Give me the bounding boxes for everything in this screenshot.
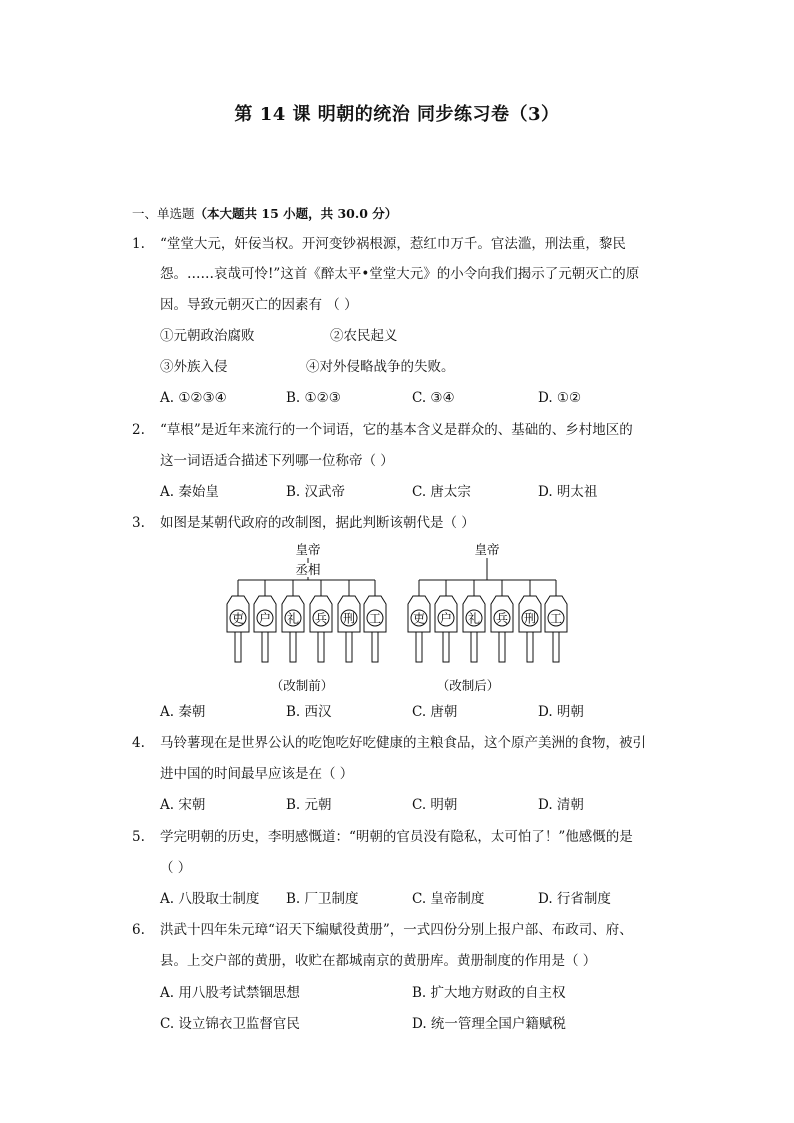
emperor-label-before: 皇帝 — [295, 542, 321, 557]
option-b: B. 西汉 — [286, 704, 332, 720]
option-d: D. ①② — [538, 390, 582, 406]
question-number: 6. — [132, 922, 145, 938]
svg-text:兵: 兵 — [495, 611, 509, 626]
section-label: 一、单选题 — [132, 206, 195, 221]
question-number: 2. — [132, 422, 145, 438]
question-text-line: 如图是某朝代政府的改制图，据此判断该朝代是（ ） — [160, 515, 475, 531]
ministry-tags-before — [227, 596, 386, 662]
sub-item: ①元朝政治腐败 — [160, 328, 255, 344]
svg-text:兵: 兵 — [314, 611, 328, 626]
svg-text:礼: 礼 — [467, 611, 481, 626]
question-text-line: 因。导致元朝灭亡的因素有 （ ） — [160, 297, 358, 313]
option-c: C. 设立锦衣卫监督官民 — [160, 1016, 300, 1032]
question-text-line: 进中国的时间最早应该是在（ ） — [160, 766, 354, 782]
question-text-line: “堂堂大元，奸佞当权。开河变钞祸根源，惹红巾万千。官法滥，刑法重，黎民 — [160, 236, 626, 252]
svg-text:刑: 刑 — [342, 611, 356, 626]
option-a: A. ①②③④ — [160, 390, 227, 406]
option-c: C. 明朝 — [412, 797, 458, 813]
question-text-line: 县。上交户部的黄册，收贮在都城南京的黄册库。黄册制度的作用是（ ） — [160, 953, 597, 969]
svg-text:吏: 吏 — [412, 611, 426, 626]
caption-after: （改制后） — [436, 678, 500, 693]
sub-item: ②农民起义 — [330, 328, 398, 344]
svg-text:吏: 吏 — [231, 611, 245, 626]
question-text-line: 马铃薯现在是世界公认的吃饱吃好吃健康的主粮食品，这个原产美洲的食物，被引 — [160, 735, 646, 751]
option-c: C. 唐朝 — [412, 704, 458, 720]
option-c: C. 皇帝制度 — [412, 891, 485, 907]
question-number: 5. — [132, 829, 145, 845]
section-header — [132, 204, 397, 222]
before-tree — [238, 580, 375, 596]
section-info: （本大题共 15 小题，共 30.0 分） — [194, 206, 398, 221]
svg-text:礼: 礼 — [286, 611, 300, 626]
question-text-line: （ ） — [160, 860, 192, 876]
question-text-line: 洪武十四年朱元璋“诏天下编赋役黄册”，一式四份分别上报户部、布政司、府、 — [160, 922, 633, 938]
svg-text:工: 工 — [368, 611, 382, 626]
option-d: D. 行省制度 — [538, 891, 611, 907]
caption-before: （改制前） — [270, 678, 334, 693]
question-number: 1. — [132, 236, 145, 252]
after-tree — [419, 580, 556, 596]
option-d: D. 统一管理全国户籍赋税 — [412, 1016, 566, 1032]
sub-item: ③外族入侵 — [160, 359, 228, 375]
option-a: A. 秦始皇 — [160, 484, 219, 500]
option-b: B. 元朝 — [286, 797, 332, 813]
sub-item: ④对外侵略战争的失败。 — [306, 359, 455, 375]
svg-text:刑: 刑 — [523, 611, 537, 626]
emperor-label-after: 皇帝 — [474, 542, 500, 557]
question-number: 3. — [132, 515, 145, 531]
option-d: D. 清朝 — [538, 797, 584, 813]
option-b: B. 汉武帝 — [286, 484, 346, 500]
option-c: C. ③④ — [412, 390, 455, 406]
option-a: A. 八股取士制度 — [160, 891, 260, 907]
svg-text:工: 工 — [549, 611, 563, 626]
question-text-line: 怨。……哀哉可怜!”这首《醉太平•堂堂大元》的小令向我们揭示了元朝灭亡的原 — [160, 266, 640, 282]
option-a: A. 用八股考试禁锢思想 — [160, 985, 300, 1001]
chancellor-label: 丞相 — [295, 562, 321, 577]
option-b: B. 扩大地方财政的自主权 — [412, 985, 566, 1001]
option-a: A. 秦朝 — [160, 704, 206, 720]
option-d: D. 明朝 — [538, 704, 584, 720]
option-d: D. 明太祖 — [538, 484, 598, 500]
ministry-tags-after — [408, 596, 567, 662]
page-title: 第 14 课 明朝的统治 同步练习卷（3） — [234, 104, 560, 125]
svg-text:户: 户 — [439, 611, 453, 626]
question-number: 4. — [132, 735, 145, 751]
option-b: B. 厂卫制度 — [286, 891, 359, 907]
option-c: C. 唐太宗 — [412, 484, 471, 500]
question-text-line: “草根”是近年来流行的一个词语，它的基本含义是群众的、基础的、乡村地区的 — [160, 422, 633, 438]
reform-diagram — [220, 536, 580, 696]
option-b: B. ①②③ — [286, 390, 341, 406]
question-text-line: 学完明朝的历史，李明感慨道：“明朝的官员没有隐私，太可怕了！”他感慨的是 — [160, 829, 633, 845]
option-a: A. 宋朝 — [160, 797, 206, 813]
svg-text:户: 户 — [258, 611, 272, 626]
question-text-line: 这一词语适合描述下列哪一位称帝（ ） — [160, 453, 394, 469]
